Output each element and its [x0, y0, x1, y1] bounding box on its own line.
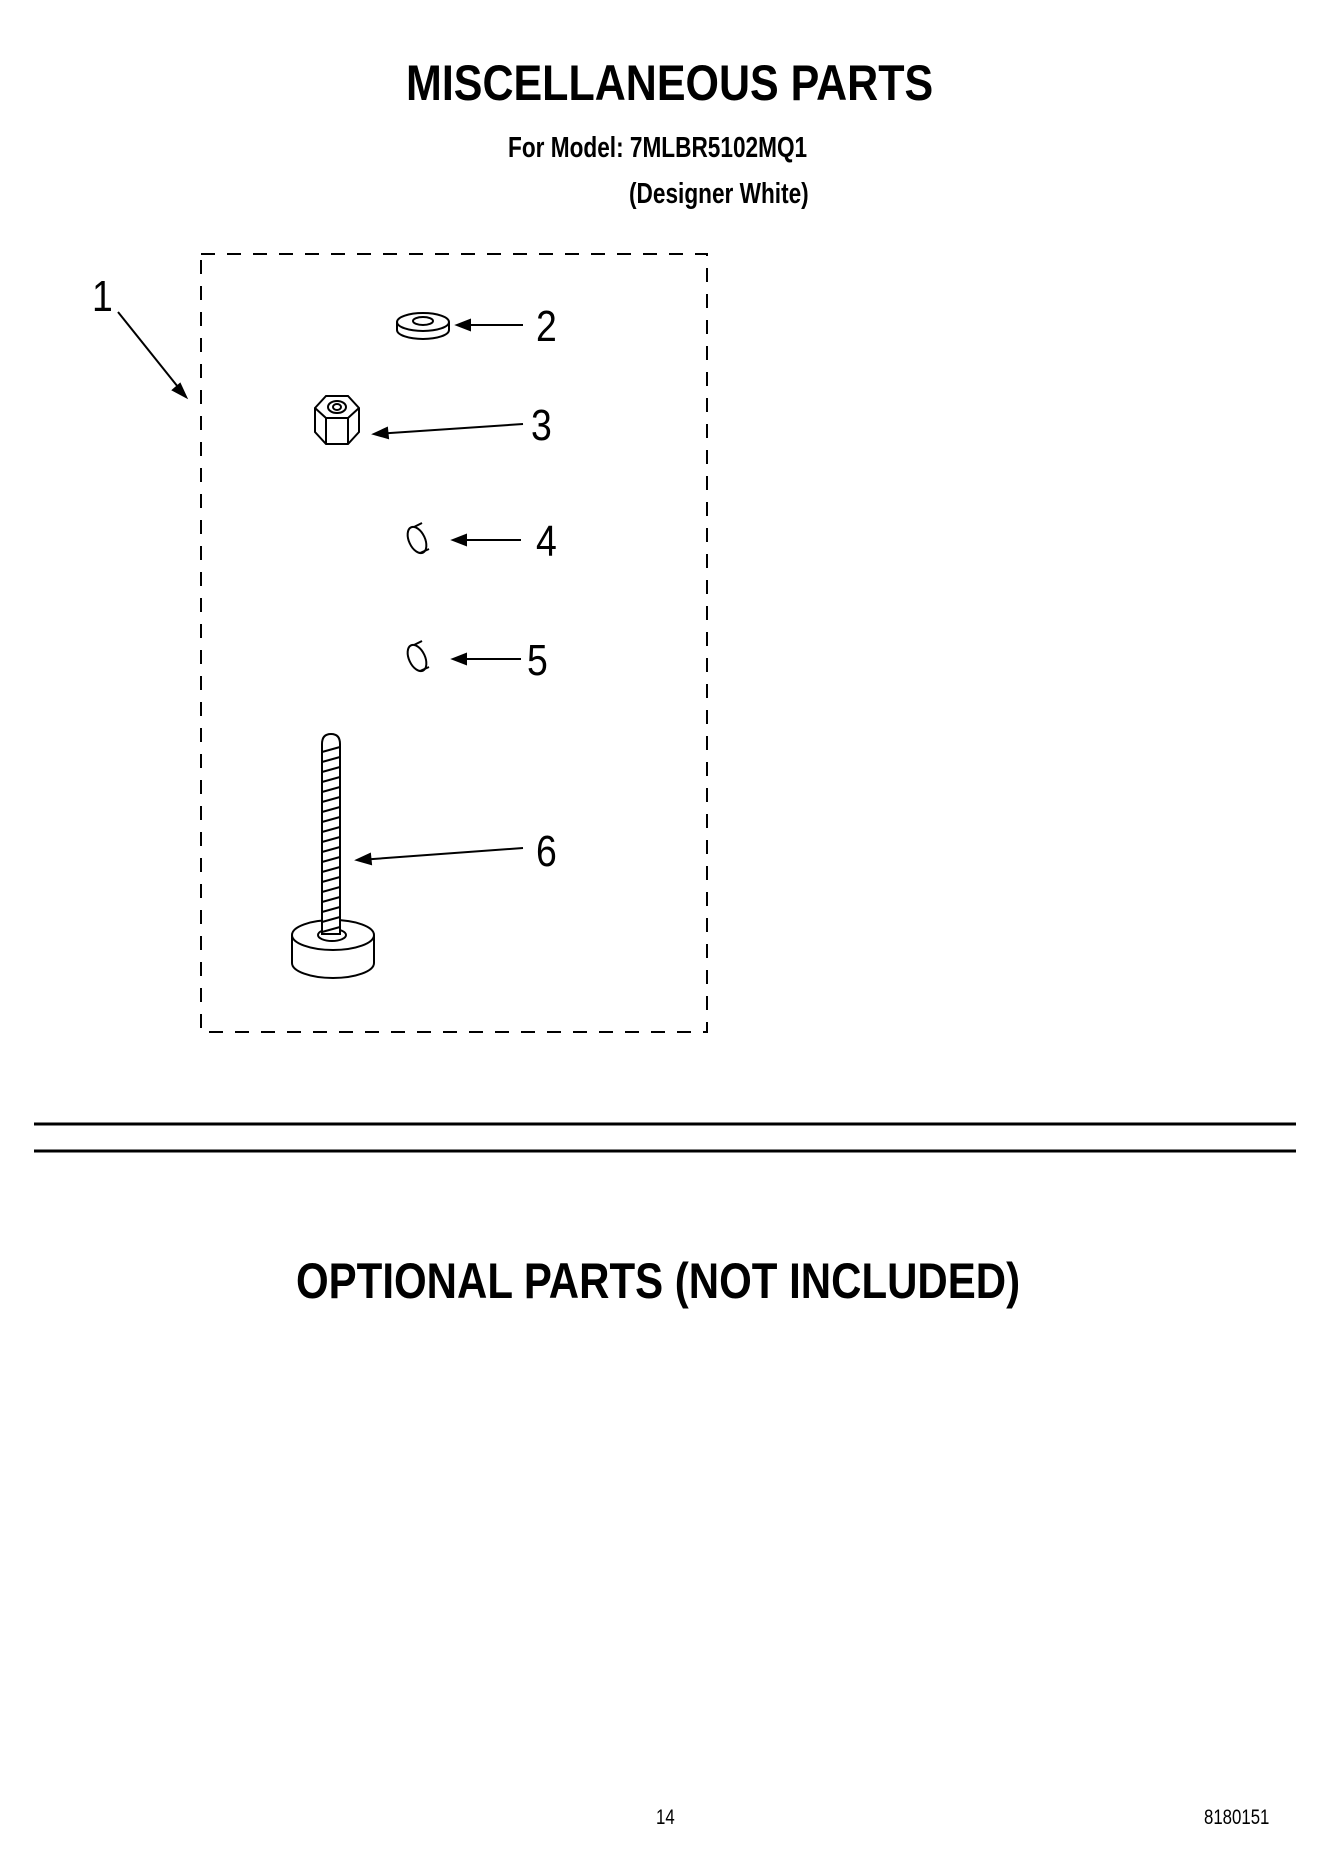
callout-5: 5: [527, 636, 548, 685]
clip-icon: [404, 641, 430, 674]
kit-dashed-outline: [201, 254, 707, 1032]
callout-2: 2: [536, 302, 557, 351]
leveling-screw-icon: [292, 734, 374, 978]
callout-arrow-1: [118, 312, 186, 397]
callout-arrow-6: [359, 848, 523, 860]
callout-6: 6: [536, 827, 557, 876]
page-title: MISCELLANEOUS PARTS: [406, 55, 934, 111]
document-number: 8180151: [1204, 1806, 1270, 1829]
callout-1: 1: [92, 272, 113, 321]
washer-icon: [397, 313, 449, 339]
callout-3: 3: [531, 401, 552, 450]
callout-arrow-3: [376, 424, 523, 434]
callout-4: 4: [536, 517, 557, 566]
hex-nut-icon: [315, 396, 359, 444]
optional-parts-title: OPTIONAL PARTS (NOT INCLUDED): [296, 1253, 1021, 1309]
page-number: 14: [656, 1806, 675, 1829]
clip-icon: [404, 523, 430, 556]
arrowhead-1: [173, 384, 186, 397]
model-variant: (Designer White): [629, 178, 809, 210]
model-number: For Model: 7MLBR5102MQ1: [508, 132, 808, 164]
